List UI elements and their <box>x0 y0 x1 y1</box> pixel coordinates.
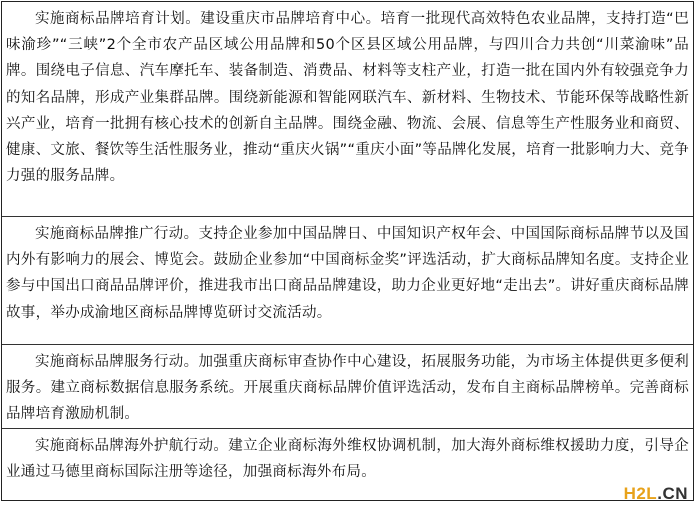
paragraph-brand-service: 实施商标品牌服务行动。加强重庆商标审查协作中心建设，拓展服务功能，为市场主体提供更多便利服务。建立商标数据信息服务系统。开展重庆商标品牌价值评选活动，发布自主商标品牌榜单。完善商标品牌培育激励机制。 <box>6 354 689 423</box>
watermark-h2l-text: H2L <box>623 484 658 503</box>
paragraph-brand-cultivation: 实施商标品牌培育计划。建设重庆市品牌培育中心。培育一批现代高效特色农业品牌，支持打造“巴味渝珍”“三峡”2个全市农产品区域公用品牌和50个区县区域公用品牌，与四川合力共创“川菜渝味”品牌。围绕电子信息、汽车摩托车、装备制造、消费品、材料等支柱产业，打造一批在国内外有较强竞争力的知名品牌，形成产业集群品牌。围绕新能源和智能网联汽车、新材料、生物技术、节能环保等战略性新兴产业，培育一批拥有核心技术的创新自主品牌。围绕金融、物流、会展、信息等生产性服务业和商贸、健康、文旅、餐饮等生活性服务业，推动“重庆火锅”“重庆小面”等品牌化发展，培育一批影响力大、竞争力强的服务品牌。 <box>6 11 689 185</box>
paragraph-overseas-protection: 实施商标品牌海外护航行动。建立企业商标海外维权协调机制，加大海外商标维权援助力度，引导企业通过马德里商标国际注册等途径，加强商标海外布局。 <box>6 438 689 481</box>
watermark-cn-text: CN <box>662 484 688 503</box>
document-table <box>1 1 694 501</box>
table-cell-overseas-protection <box>2 429 693 500</box>
table-cell-brand-promotion <box>2 217 693 345</box>
table-cell-brand-service <box>2 345 693 429</box>
site-watermark-logo <box>624 485 688 502</box>
paragraph-brand-promotion: 实施商标品牌推广行动。支持企业参加中国品牌日、中国知识产权年会、中国国际商标品牌节以及国内外有影响力的展会、博览会。鼓励企业参加“中国商标金奖”评选活动，扩大商标品牌知名度。支持企业参与中国出口商品品牌评价，推进我市出口商品品牌建设，助力企业更好地“走出去”。讲好重庆商标品牌故事，举办成渝地区商标品牌博览研讨交流活动。 <box>6 226 689 321</box>
table-cell-brand-cultivation <box>2 2 693 217</box>
watermark-dot-text: . <box>657 484 663 503</box>
